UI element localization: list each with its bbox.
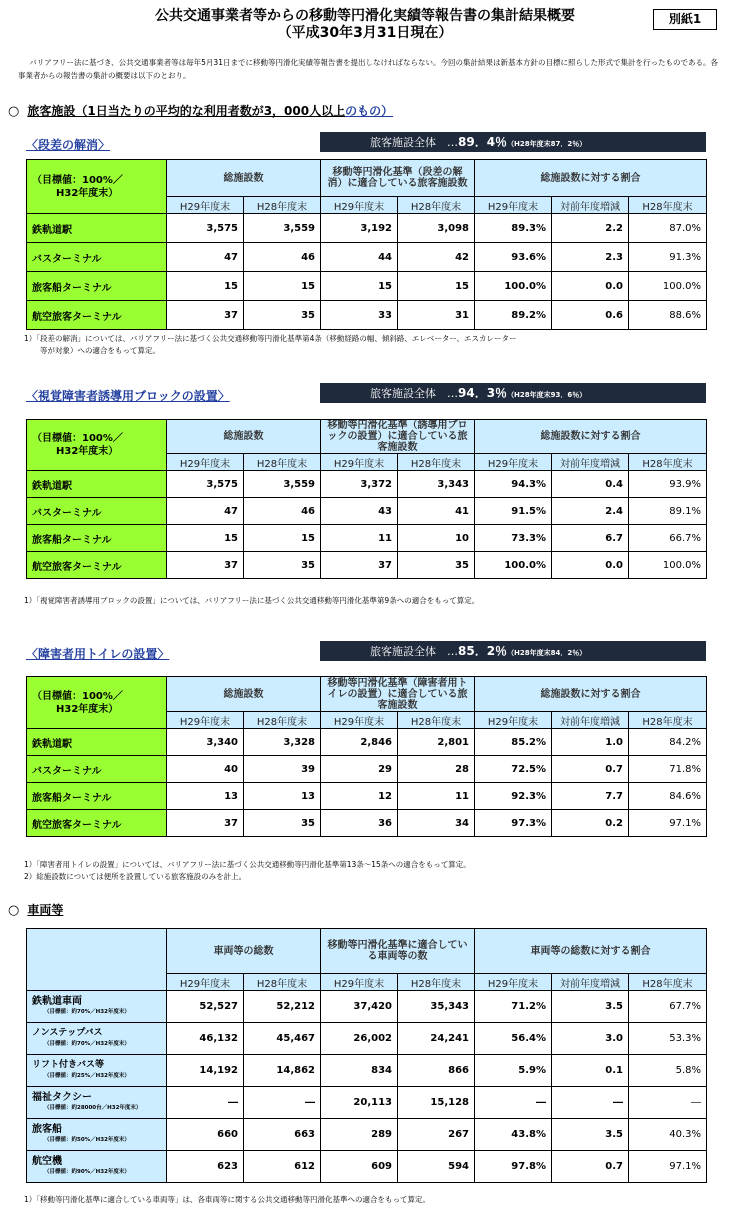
cell-total-h28: 35 [244, 301, 321, 330]
cell-comply-h29: 12 [321, 783, 398, 810]
row-category: 航空旅客ターミナル [27, 552, 167, 579]
cell-rate-h29: 5.9% [475, 1055, 552, 1087]
target-line-2: H32年度末） [56, 187, 119, 199]
row-category: 航空旅客ターミナル [27, 810, 167, 837]
vehicle-target: （目標値：約70%／H32年度末） [44, 1040, 130, 1047]
table-corner [27, 929, 167, 991]
col-diff: 対前年度増減 [552, 712, 629, 729]
overall-rate-bar [320, 383, 706, 403]
cell-rate-h29: 97.3% [475, 810, 552, 837]
overall-rate-label: 旅客施設全体 … [370, 387, 458, 400]
col-h28: H28年度末 [244, 974, 321, 991]
cell-comply-h28: 3,098 [398, 214, 475, 243]
cell-total-h28: 52,212 [244, 991, 321, 1023]
table-heading: 〈段差の解消〉 [26, 138, 111, 152]
table-notes [24, 859, 714, 883]
cell-rate-diff: 7.7 [552, 783, 629, 810]
cell-rate-diff: 3.0 [552, 1023, 629, 1055]
intro-paragraph: バリアフリー法に基づき、公共交通事業者等は毎年5月31日までに移動等円滑化実績等報告書を提出しなければならない。今回の集計結果は新基本方針の目標に照らした形式で集計を行ったものである。各事業者からの報告書の集計の概要は以下のとおり。 [18, 58, 718, 80]
cell-rate-h29: 97.8% [475, 1151, 552, 1183]
cell-total-h29: 47 [167, 243, 244, 272]
col-h28: H28年度末 [398, 197, 475, 214]
note-line: 等が対象）への適合をもって算定。 [40, 346, 160, 355]
vehicle-name: 航空機 [32, 1155, 62, 1167]
cell-comply-h28: 35 [398, 552, 475, 579]
cell-rate-diff: ― [552, 1087, 629, 1119]
cell-total-h29: 3,575 [167, 214, 244, 243]
vehicle-target: （目標値：約25%／H32年度末） [44, 1072, 130, 1079]
col-h28: H28年度末 [629, 454, 707, 471]
cell-total-h29: 15 [167, 525, 244, 552]
row-category [27, 1023, 167, 1055]
cell-comply-h28: 267 [398, 1119, 475, 1151]
table-row [27, 214, 707, 243]
col-h28: H28年度末 [398, 712, 475, 729]
row-category: 航空旅客ターミナル [27, 301, 167, 330]
cell-comply-h28: 11 [398, 783, 475, 810]
table-row [27, 783, 707, 810]
col-h28: H28年度末 [398, 974, 475, 991]
note-line: 2）総施設数については便所を設置している旅客施設のみを計上。 [24, 872, 247, 881]
col-h28: H28年度末 [629, 197, 707, 214]
row-category: 鉄軌道駅 [27, 214, 167, 243]
group-header-comply: 移動等円滑化基準（障害者用トイレの設置）に適合している旅客施設数 [321, 677, 475, 712]
cell-comply-h29: 37,420 [321, 991, 398, 1023]
table-notes [24, 333, 714, 357]
cell-total-h29: 660 [167, 1119, 244, 1151]
cell-rate-h29: 73.3% [475, 525, 552, 552]
cell-comply-h29: 26,002 [321, 1023, 398, 1055]
cell-comply-h28: 28 [398, 756, 475, 783]
cell-total-h28: 612 [244, 1151, 321, 1183]
row-category: 旅客船ターミナル [27, 783, 167, 810]
vehicle-target: （目標値：約70%／H32年度末） [44, 1008, 130, 1015]
table-row [27, 810, 707, 837]
col-h28: H28年度末 [244, 454, 321, 471]
cell-comply-h29: 29 [321, 756, 398, 783]
row-category [27, 1119, 167, 1151]
overall-rate-label: 旅客施設全体 … [370, 136, 458, 149]
row-category: バスターミナル [27, 243, 167, 272]
overall-rate-bar [320, 641, 706, 661]
table-row [27, 1087, 707, 1119]
cell-rate-h28: 91.3% [629, 243, 707, 272]
cell-rate-h29: 89.3% [475, 214, 552, 243]
vehicles-notes [24, 1194, 714, 1206]
cell-rate-h29: 94.3% [475, 471, 552, 498]
facility-table [26, 419, 707, 579]
overall-rate-value: 85．2％ [458, 644, 508, 658]
cell-comply-h29: 43 [321, 498, 398, 525]
cell-rate-h29: 72.5% [475, 756, 552, 783]
table-row [27, 756, 707, 783]
cell-total-h28: ― [244, 1087, 321, 1119]
cell-comply-h28: 34 [398, 810, 475, 837]
cell-comply-h29: 2,846 [321, 729, 398, 756]
target-line-1: （目標値：100%／ [32, 690, 123, 702]
cell-rate-diff: 1.0 [552, 729, 629, 756]
vehicle-name: 旅客船 [32, 1123, 62, 1135]
section-title-part-b: 1日当たりの平均的な利用者数が3，000人以上 [87, 104, 346, 118]
cell-total-h28: 45,467 [244, 1023, 321, 1055]
cell-rate-h28: 53.3% [629, 1023, 707, 1055]
row-category: 鉄軌道駅 [27, 471, 167, 498]
cell-comply-h28: 41 [398, 498, 475, 525]
group-header-comply: 移動等円滑化基準（段差の解消）に適合している旅客施設数 [321, 160, 475, 197]
table-row [27, 272, 707, 301]
cell-rate-h28: 40.3% [629, 1119, 707, 1151]
cell-total-h28: 46 [244, 243, 321, 272]
table-corner-target [27, 160, 167, 214]
table-row [27, 1119, 707, 1151]
cell-total-h29: 52,527 [167, 991, 244, 1023]
cell-comply-h29: 3,372 [321, 471, 398, 498]
vehicles-table [26, 928, 707, 1183]
cell-rate-h29: 71.2% [475, 991, 552, 1023]
cell-comply-h28: 15,128 [398, 1087, 475, 1119]
row-category: 旅客船ターミナル [27, 272, 167, 301]
cell-total-h29: 37 [167, 301, 244, 330]
vehicle-target: （目標値：約90%／H32年度末） [44, 1168, 130, 1175]
section-title-part-c: のもの） [345, 104, 394, 118]
row-category [27, 1055, 167, 1087]
cell-comply-h28: 15 [398, 272, 475, 301]
cell-rate-h29: 91.5% [475, 498, 552, 525]
facility-table [26, 676, 707, 837]
col-h29: H29年度末 [321, 974, 398, 991]
cell-total-h28: 15 [244, 525, 321, 552]
col-h29: H29年度末 [321, 712, 398, 729]
table-row [27, 243, 707, 272]
target-line-1: （目標値：100%／ [32, 174, 123, 186]
cell-total-h29: 15 [167, 272, 244, 301]
table-row [27, 471, 707, 498]
cell-rate-diff: 3.5 [552, 991, 629, 1023]
overall-rate-value: 94．3％ [458, 386, 508, 400]
cell-total-h28: 35 [244, 810, 321, 837]
cell-rate-h28: 5.8% [629, 1055, 707, 1087]
cell-rate-h28: 100.0% [629, 272, 707, 301]
cell-rate-diff: 0.1 [552, 1055, 629, 1087]
col-h28: H28年度末 [629, 974, 707, 991]
cell-total-h28: 15 [244, 272, 321, 301]
row-category: 旅客船ターミナル [27, 525, 167, 552]
facility-table [26, 159, 707, 330]
cell-comply-h28: 3,343 [398, 471, 475, 498]
overall-rate-label: 旅客施設全体 … [370, 645, 458, 658]
cell-rate-h28: 71.8% [629, 756, 707, 783]
cell-rate-h28: 87.0% [629, 214, 707, 243]
cell-rate-h28: 93.9% [629, 471, 707, 498]
cell-rate-h29: 43.8% [475, 1119, 552, 1151]
table-corner-target [27, 677, 167, 729]
vehicle-target: （目標値：約28000台／H32年度末） [44, 1104, 142, 1111]
cell-total-h29: 40 [167, 756, 244, 783]
vehicle-target: （目標値：約50%／H32年度末） [44, 1136, 130, 1143]
table-row [27, 1151, 707, 1183]
cell-rate-h29: 92.3% [475, 783, 552, 810]
cell-rate-diff: 2.3 [552, 243, 629, 272]
cell-comply-h29: 3,192 [321, 214, 398, 243]
cell-total-h28: 3,559 [244, 214, 321, 243]
cell-total-h29: ― [167, 1087, 244, 1119]
cell-comply-h28: 10 [398, 525, 475, 552]
note-line: 1）「移動等円滑化基準に適合している車両等」は、各車両等に関する公共交通移動等円滑化基準への適合をもって算定。 [24, 1195, 431, 1204]
cell-rate-h29: 100.0% [475, 552, 552, 579]
cell-rate-h29: 56.4% [475, 1023, 552, 1055]
col-h29: H29年度末 [167, 197, 244, 214]
cell-rate-h28: 97.1% [629, 1151, 707, 1183]
cell-comply-h28: 866 [398, 1055, 475, 1087]
col-h29: H29年度末 [167, 454, 244, 471]
cell-comply-h29: 36 [321, 810, 398, 837]
vehicle-name: 鉄軌道車両 [32, 995, 82, 1007]
cell-total-h29: 47 [167, 498, 244, 525]
row-category [27, 991, 167, 1023]
col-h29: H29年度末 [475, 454, 552, 471]
cell-total-h29: 46,132 [167, 1023, 244, 1055]
cell-rate-diff: 0.7 [552, 756, 629, 783]
target-line-2: H32年度末） [56, 446, 119, 457]
col-h29: H29年度末 [475, 974, 552, 991]
col-h29: H29年度末 [321, 197, 398, 214]
section-bullet: ○ [8, 104, 20, 119]
cell-total-h29: 14,192 [167, 1055, 244, 1087]
cell-rate-diff: 0.4 [552, 471, 629, 498]
note-line: 1）「障害者用トイレの設置」については、バリアフリー法に基づく公共交通移動等円滑化基準第13条～15条への適合をもって算定。 [24, 860, 471, 869]
attachment-tag: 別紙1 [653, 9, 717, 30]
cell-total-h29: 3,575 [167, 471, 244, 498]
group-header-rate: 総施設数に対する割合 [475, 160, 707, 197]
table-heading: 〈視覚障害者誘導用ブロックの設置〉 [26, 389, 230, 403]
row-category [27, 1151, 167, 1183]
cell-total-h28: 3,559 [244, 471, 321, 498]
document-title-block [0, 8, 730, 42]
row-category: バスターミナル [27, 498, 167, 525]
cell-rate-h29: ― [475, 1087, 552, 1119]
cell-rate-diff: 2.4 [552, 498, 629, 525]
col-h29: H29年度末 [475, 712, 552, 729]
overall-rate-previous: （H28年度末84．2％） [507, 649, 587, 657]
cell-rate-diff: 3.5 [552, 1119, 629, 1151]
cell-comply-h29: 289 [321, 1119, 398, 1151]
cell-total-h28: 46 [244, 498, 321, 525]
col-diff: 対前年度増減 [552, 974, 629, 991]
vehicle-name: リフト付きバス等 [32, 1059, 105, 1070]
note-line: 1）「視覚障害者誘導用ブロックの設置」については、バリアフリー法に基づく公共交通移動等円滑化基準第9条への適合をもって算定。 [24, 596, 480, 605]
group-header-rate: 総施設数に対する割合 [475, 420, 707, 454]
col-diff: 対前年度増減 [552, 454, 629, 471]
row-category: バスターミナル [27, 756, 167, 783]
cell-rate-h28: 66.7% [629, 525, 707, 552]
cell-comply-h29: 15 [321, 272, 398, 301]
cell-comply-h29: 11 [321, 525, 398, 552]
cell-total-h29: 3,340 [167, 729, 244, 756]
cell-rate-diff: 0.6 [552, 301, 629, 330]
overall-rate-bar [320, 132, 706, 152]
cell-total-h29: 37 [167, 552, 244, 579]
cell-comply-h28: 24,241 [398, 1023, 475, 1055]
col-h29: H29年度末 [321, 454, 398, 471]
cell-comply-h29: 37 [321, 552, 398, 579]
section-vehicles-heading [8, 903, 63, 918]
group-header-comply: 移動等円滑化基準に適合している車両等の数 [321, 929, 475, 974]
target-line-2: H32年度末） [56, 703, 119, 715]
section-title-part-a: 旅客施設（ [27, 104, 88, 118]
col-h28: H28年度末 [244, 712, 321, 729]
cell-total-h29: 37 [167, 810, 244, 837]
group-header-total: 総施設数 [167, 420, 321, 454]
cell-comply-h28: 35,343 [398, 991, 475, 1023]
cell-rate-diff: 6.7 [552, 525, 629, 552]
target-line-1: （目標値：100%／ [32, 433, 123, 444]
cell-total-h28: 663 [244, 1119, 321, 1151]
table-notes [24, 595, 714, 607]
document-title: 公共交通事業者等からの移動等円滑化実績等報告書の集計結果概要 [155, 8, 575, 24]
cell-rate-h28: 89.1% [629, 498, 707, 525]
cell-comply-h29: 44 [321, 243, 398, 272]
document-subtitle: （平成30年3月31日現在） [277, 25, 453, 41]
group-header-comply: 移動等円滑化基準（誘導用ブロックの設置）に適合している旅客施設数 [321, 420, 475, 454]
cell-rate-diff: 0.2 [552, 810, 629, 837]
table-row [27, 729, 707, 756]
overall-rate-value: 89．4％ [458, 135, 508, 149]
cell-rate-h28: ― [629, 1087, 707, 1119]
row-category [27, 1087, 167, 1119]
overall-rate-previous: （H28年度末87．2％） [507, 140, 587, 148]
vehicle-name: ノンステップバス [32, 1027, 103, 1038]
cell-rate-h29: 85.2% [475, 729, 552, 756]
col-diff: 対前年度増減 [552, 197, 629, 214]
section-title: 車両等 [27, 903, 64, 917]
group-header-rate: 総施設数に対する割合 [475, 677, 707, 712]
cell-total-h28: 3,328 [244, 729, 321, 756]
table-row [27, 1023, 707, 1055]
cell-total-h28: 14,862 [244, 1055, 321, 1087]
cell-comply-h28: 594 [398, 1151, 475, 1183]
col-h29: H29年度末 [167, 974, 244, 991]
cell-rate-h28: 84.6% [629, 783, 707, 810]
col-h28: H28年度末 [398, 454, 475, 471]
cell-rate-h28: 97.1% [629, 810, 707, 837]
table-row [27, 991, 707, 1023]
table-row [27, 1055, 707, 1087]
cell-comply-h28: 31 [398, 301, 475, 330]
group-header-total: 総施設数 [167, 677, 321, 712]
group-header-rate: 車両等の総数に対する割合 [475, 929, 707, 974]
vehicle-name: 福祉タクシー [32, 1091, 92, 1103]
group-header-total: 総施設数 [167, 160, 321, 197]
col-h29: H29年度末 [475, 197, 552, 214]
cell-total-h28: 39 [244, 756, 321, 783]
cell-rate-h28: 88.6% [629, 301, 707, 330]
col-h29: H29年度末 [167, 712, 244, 729]
cell-comply-h28: 2,801 [398, 729, 475, 756]
cell-rate-h29: 93.6% [475, 243, 552, 272]
cell-comply-h29: 33 [321, 301, 398, 330]
cell-rate-h29: 89.2% [475, 301, 552, 330]
note-line: 1）「段差の解消」については、バリアフリー法に基づく公共交通移動等円滑化基準第4条（移動経路の幅、傾斜路、エレベーター、エスカレーター [24, 334, 517, 343]
row-category: 鉄軌道駅 [27, 729, 167, 756]
overall-rate-previous: （H28年度末93．6％） [507, 391, 587, 399]
cell-rate-diff: 0.0 [552, 272, 629, 301]
cell-rate-h28: 100.0% [629, 552, 707, 579]
cell-comply-h29: 20,113 [321, 1087, 398, 1119]
group-header-total: 車両等の総数 [167, 929, 321, 974]
col-h28: H28年度末 [244, 197, 321, 214]
cell-rate-diff: 2.2 [552, 214, 629, 243]
table-row [27, 301, 707, 330]
table-corner-target [27, 420, 167, 471]
table-row [27, 498, 707, 525]
cell-comply-h29: 609 [321, 1151, 398, 1183]
cell-rate-h29: 100.0% [475, 272, 552, 301]
col-h28: H28年度末 [629, 712, 707, 729]
section-bullet: ○ [8, 903, 20, 918]
table-row [27, 552, 707, 579]
cell-rate-h28: 84.2% [629, 729, 707, 756]
cell-comply-h29: 834 [321, 1055, 398, 1087]
cell-rate-diff: 0.7 [552, 1151, 629, 1183]
table-row [27, 525, 707, 552]
cell-total-h28: 35 [244, 552, 321, 579]
cell-total-h28: 13 [244, 783, 321, 810]
section-passenger-facilities-heading [8, 104, 393, 119]
cell-rate-h28: 67.7% [629, 991, 707, 1023]
cell-total-h29: 623 [167, 1151, 244, 1183]
table-heading: 〈障害者用トイレの設置〉 [26, 647, 170, 661]
cell-comply-h28: 42 [398, 243, 475, 272]
cell-total-h29: 13 [167, 783, 244, 810]
cell-rate-diff: 0.0 [552, 552, 629, 579]
